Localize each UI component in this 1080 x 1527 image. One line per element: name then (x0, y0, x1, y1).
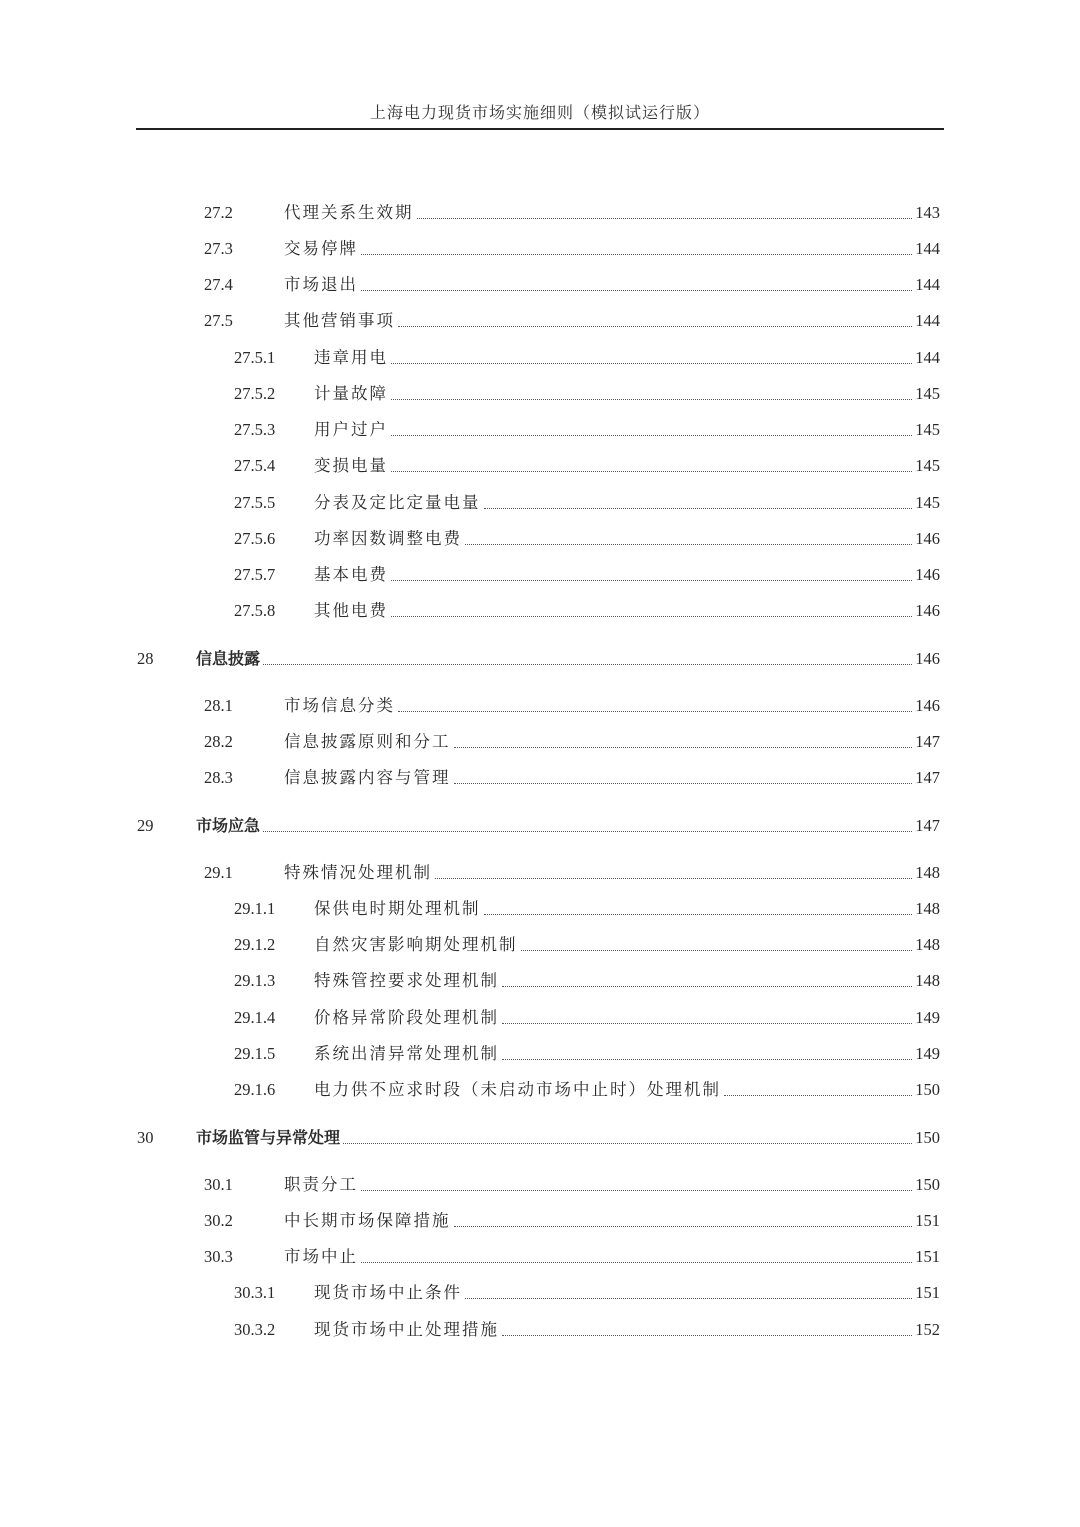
toc-entry-page-number: 148 (915, 863, 940, 882)
toc-entry-page-number: 143 (915, 203, 940, 222)
toc-entry-number: 30.3 (204, 1247, 233, 1266)
toc-entry-title-wrap (234, 1079, 723, 1103)
toc-entry-title: 电力供不应求时段（未启动市场中止时）处理机制 (314, 1080, 721, 1099)
toc-entry-page-number: 144 (915, 348, 940, 367)
toc-entry-title: 信息披露内容与管理 (284, 768, 451, 787)
toc-entry-title: 市场监管与异常处理 (196, 1128, 341, 1147)
toc-entry[interactable] (204, 200, 940, 226)
toc-entry-title-wrap (204, 695, 397, 719)
toc-entry-title-wrap (234, 934, 520, 958)
toc-dot-leader (502, 1335, 912, 1336)
toc-entry-page-number: 152 (915, 1320, 940, 1339)
toc-entry[interactable] (204, 308, 940, 334)
toc-dot-leader (361, 254, 912, 255)
toc-entry-page-number: 146 (915, 529, 940, 548)
toc-entry-page-number: 150 (915, 1175, 940, 1194)
toc-entry[interactable] (234, 598, 940, 624)
toc-dot-leader (454, 783, 913, 784)
toc-dot-leader (391, 363, 912, 364)
toc-entry-number: 30.3.1 (234, 1283, 276, 1302)
toc-entry[interactable] (204, 1244, 940, 1270)
toc-entry-title: 交易停牌 (284, 239, 358, 258)
toc-entry-title: 价格异常阶段处理机制 (314, 1008, 499, 1027)
toc-dot-leader (435, 878, 912, 879)
toc-entry-title: 分表及定比定量电量 (314, 493, 481, 512)
toc-entry-number: 29 (137, 816, 154, 835)
toc-entry-page-number: 146 (915, 565, 940, 584)
toc-dot-leader (391, 471, 912, 472)
toc-entry-number: 29.1.6 (234, 1080, 276, 1099)
toc-entry[interactable] (137, 1125, 940, 1151)
toc-entry-page-number: 146 (915, 601, 940, 620)
toc-entry-number: 27.2 (204, 203, 233, 222)
toc-entry-title-wrap (204, 202, 416, 226)
toc-entry[interactable] (234, 453, 940, 479)
toc-entry[interactable] (234, 562, 940, 588)
toc-entry-page-number: 146 (915, 649, 940, 668)
toc-entry-number: 27.5.8 (234, 601, 276, 620)
toc-entry-number: 27.4 (204, 275, 233, 294)
toc-entry-title: 特殊管控要求处理机制 (314, 971, 499, 990)
toc-entry-number: 28.2 (204, 732, 233, 751)
toc-entry[interactable] (234, 1041, 940, 1067)
toc-entry-number: 27.5.5 (234, 493, 276, 512)
toc-dot-leader (391, 435, 912, 436)
toc-entry-title-wrap (204, 731, 453, 755)
toc-entry-number: 29.1.1 (234, 899, 276, 918)
toc-entry-number: 29.1.4 (234, 1008, 276, 1027)
toc-entry-title: 变损电量 (314, 456, 388, 475)
toc-dot-leader (465, 1298, 912, 1299)
toc-dot-leader (398, 711, 912, 712)
toc-entry[interactable] (204, 1208, 940, 1234)
toc-entry-number: 30.3.2 (234, 1320, 276, 1339)
toc-entry-number: 27.5.1 (234, 348, 276, 367)
toc-entry-title-wrap (204, 1210, 453, 1234)
toc-entry-page-number: 149 (915, 1008, 940, 1027)
toc-entry-page-number: 147 (915, 732, 940, 751)
toc-entry[interactable] (204, 272, 940, 298)
toc-entry-title: 计量故障 (314, 384, 388, 403)
toc-entry-page-number: 151 (915, 1283, 940, 1302)
toc-dot-leader (484, 914, 913, 915)
toc-entry-page-number: 144 (915, 311, 940, 330)
toc-dot-leader (263, 831, 912, 832)
toc-dot-leader (361, 1262, 912, 1263)
toc-entry[interactable] (204, 1172, 940, 1198)
toc-entry-page-number: 145 (915, 384, 940, 403)
toc-entry-title-wrap (137, 648, 262, 672)
toc-entry[interactable] (234, 1077, 940, 1103)
toc-dot-leader (391, 616, 912, 617)
toc-entry-page-number: 150 (915, 1128, 940, 1147)
toc-entry[interactable] (234, 932, 940, 958)
toc-entry[interactable] (137, 646, 940, 672)
toc-entry-title: 市场信息分类 (284, 696, 395, 715)
toc-entry-title: 其他电费 (314, 601, 388, 620)
toc-entry-title: 基本电费 (314, 565, 388, 584)
toc-entry-title: 现货市场中止条件 (314, 1283, 462, 1302)
toc-dot-leader (724, 1095, 912, 1096)
toc-dot-leader (263, 664, 912, 665)
toc-entry-title: 市场应急 (196, 816, 261, 835)
toc-entry-page-number: 146 (915, 696, 940, 715)
toc-dot-leader (502, 1059, 912, 1060)
toc-entry[interactable] (234, 968, 940, 994)
toc-entry-title-wrap (137, 1127, 342, 1151)
toc-entry-page-number: 148 (915, 899, 940, 918)
toc-dot-leader (484, 508, 913, 509)
toc-entry-number: 28 (137, 649, 154, 668)
toc-dot-leader (465, 544, 912, 545)
toc-entry[interactable] (234, 490, 940, 516)
toc-entry-title: 职责分工 (284, 1175, 358, 1194)
toc-dot-leader (391, 399, 912, 400)
toc-entry-page-number: 151 (915, 1211, 940, 1230)
toc-entry-title-wrap (204, 767, 453, 791)
toc-entry-title: 用户过户 (314, 420, 388, 439)
toc-dot-leader (502, 986, 912, 987)
toc-entry-page-number: 151 (915, 1247, 940, 1266)
toc-entry-page-number: 144 (915, 275, 940, 294)
toc-dot-leader (521, 950, 913, 951)
toc-entry-page-number: 150 (915, 1080, 940, 1099)
toc-entry-page-number: 145 (915, 420, 940, 439)
toc-entry-title: 违章用电 (314, 348, 388, 367)
toc-entry-number: 29.1.3 (234, 971, 276, 990)
toc-entry-number: 27.5.3 (234, 420, 276, 439)
toc-entry[interactable] (234, 526, 940, 552)
toc-entry-number: 30.2 (204, 1211, 233, 1230)
toc-entry-number: 29.1 (204, 863, 233, 882)
toc-entry[interactable] (137, 813, 940, 839)
toc-entry-page-number: 148 (915, 935, 940, 954)
toc-entry-title: 特殊情况处理机制 (284, 863, 432, 882)
toc-entry[interactable] (234, 1005, 940, 1031)
toc-entry-number: 27.5.2 (234, 384, 276, 403)
toc-entry-title-wrap (137, 815, 262, 839)
toc-entry-title-wrap (204, 310, 397, 334)
toc-entry-page-number: 147 (915, 816, 940, 835)
toc-entry[interactable] (234, 896, 940, 922)
page-header-title: 上海电力现货市场实施细则（模拟试运行版） (369, 103, 710, 122)
toc-entry-title: 中长期市场保障措施 (284, 1211, 451, 1230)
toc-entry-title: 保供电时期处理机制 (314, 899, 481, 918)
toc-entry-title: 系统出清异常处理机制 (314, 1044, 499, 1063)
toc-entry-title: 市场中止 (284, 1247, 358, 1266)
toc-entry-page-number: 148 (915, 971, 940, 990)
toc-entry-title: 其他营销事项 (284, 311, 395, 330)
toc-dot-leader (398, 326, 912, 327)
toc-entry-title: 现货市场中止处理措施 (314, 1320, 499, 1339)
toc-entry-page-number: 147 (915, 768, 940, 787)
toc-entry-title: 信息披露原则和分工 (284, 732, 451, 751)
toc-entry[interactable] (234, 345, 940, 371)
toc-dot-leader (391, 580, 912, 581)
toc-entry-number: 27.5 (204, 311, 233, 330)
toc-entry-number: 27.5.4 (234, 456, 276, 475)
toc-entry-number: 28.3 (204, 768, 233, 787)
toc-entry-title: 代理关系生效期 (284, 203, 414, 222)
toc-entry-number: 27.5.6 (234, 529, 276, 548)
toc-entry[interactable] (204, 765, 940, 791)
toc-dot-leader (502, 1023, 912, 1024)
toc-entry[interactable] (204, 236, 940, 262)
toc-entry-title-wrap (204, 862, 434, 886)
toc-entry-number: 27.3 (204, 239, 233, 258)
toc-entry-number: 30 (137, 1128, 154, 1147)
toc-entry-title: 功率因数调整电费 (314, 529, 462, 548)
toc-entry-title: 市场退出 (284, 275, 358, 294)
toc-entry[interactable] (204, 693, 940, 719)
toc-dot-leader (417, 218, 913, 219)
toc-dot-leader (361, 290, 912, 291)
toc-entry[interactable] (204, 860, 940, 886)
toc-entry-page-number: 145 (915, 493, 940, 512)
toc-entry-title: 信息披露 (196, 649, 261, 668)
toc-entry-number: 29.1.5 (234, 1044, 276, 1063)
toc-entry-page-number: 145 (915, 456, 940, 475)
toc-entry[interactable] (234, 381, 940, 407)
toc-entry-number: 29.1.2 (234, 935, 276, 954)
toc-entry-page-number: 149 (915, 1044, 940, 1063)
toc-dot-leader (454, 1226, 913, 1227)
toc-entry[interactable] (234, 1317, 940, 1343)
toc-entry-number: 30.1 (204, 1175, 233, 1194)
toc-entry[interactable] (204, 729, 940, 755)
toc-entry[interactable] (234, 417, 940, 443)
toc-entry-title: 自然灾害影响期处理机制 (314, 935, 518, 954)
toc-entry-page-number: 144 (915, 239, 940, 258)
toc-entry-number: 28.1 (204, 696, 233, 715)
toc-entry[interactable] (234, 1280, 940, 1306)
toc-dot-leader (343, 1143, 912, 1144)
toc-dot-leader (454, 747, 913, 748)
toc-dot-leader (361, 1190, 912, 1191)
toc-entry-number: 27.5.7 (234, 565, 276, 584)
